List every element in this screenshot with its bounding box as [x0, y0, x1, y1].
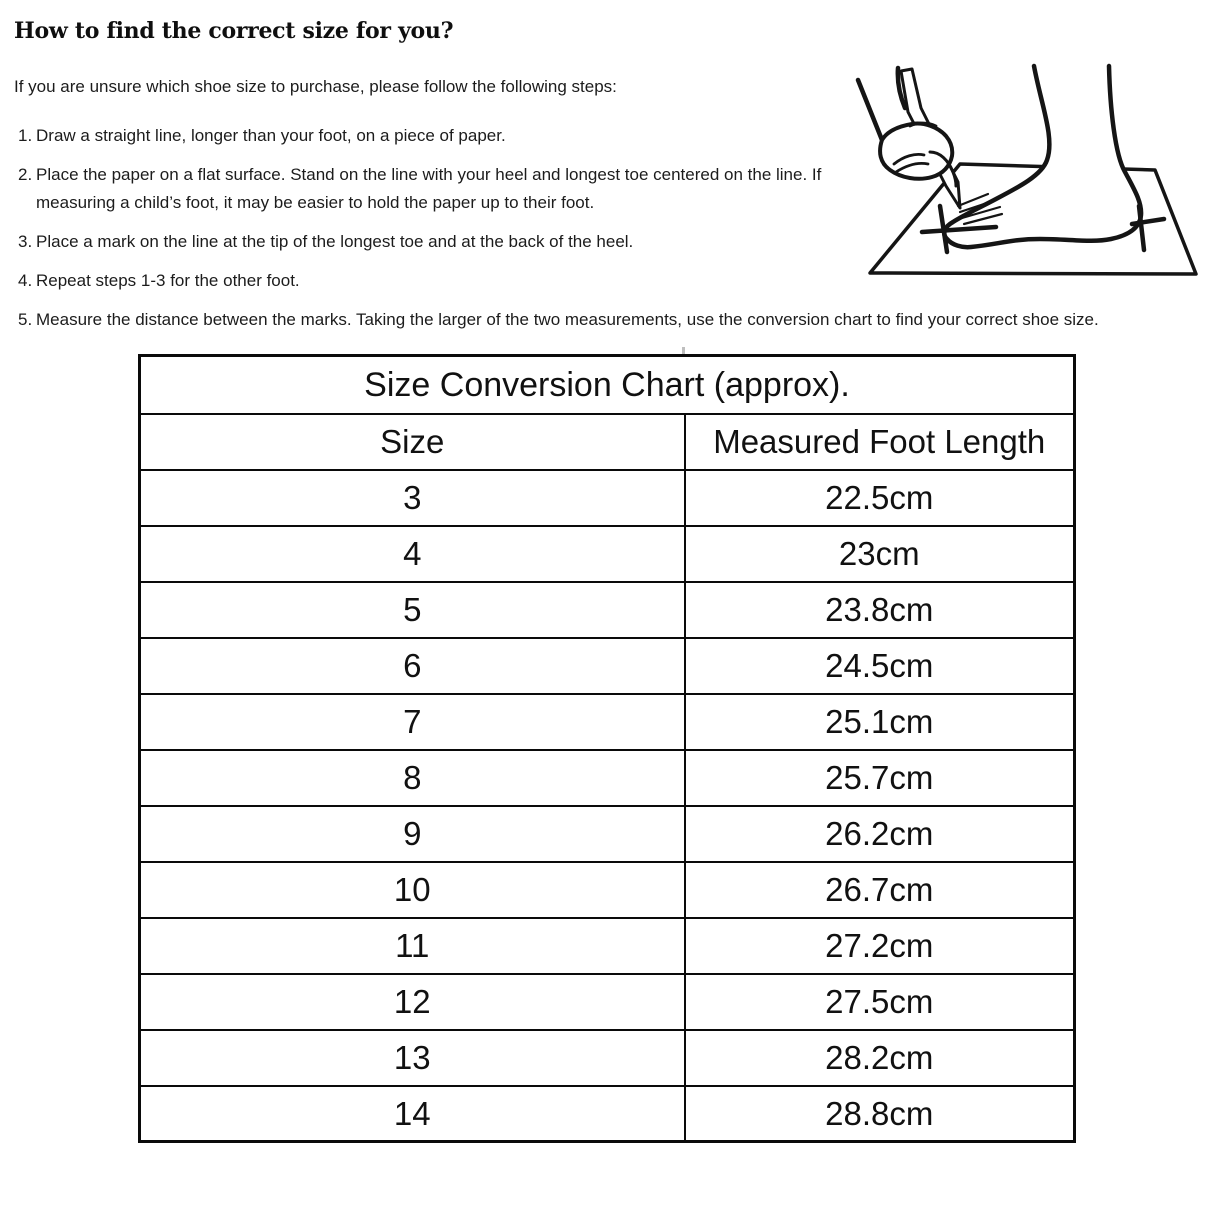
table-row [140, 974, 1075, 1030]
foot-on-paper-drawing-icon [848, 60, 1200, 296]
length-cell: 24.5cm [685, 638, 1075, 694]
step-number: 4. [18, 271, 33, 291]
step-text: Repeat steps 1-3 for the other foot. [36, 271, 300, 291]
size-cell: 11 [140, 918, 685, 974]
table-row [140, 582, 1075, 638]
size-cell: 8 [140, 750, 685, 806]
length-cell: 22.5cm [685, 470, 1075, 526]
table-row [140, 1086, 1075, 1142]
table-row [140, 1030, 1075, 1086]
size-cell: 14 [140, 1086, 685, 1142]
size-chart [138, 354, 1076, 1143]
table-row [140, 806, 1075, 862]
length-cell: 23.8cm [685, 582, 1075, 638]
step-text: Draw a straight line, longer than your foot, on a piece of paper. [36, 126, 506, 146]
length-cell: 25.1cm [685, 694, 1075, 750]
size-cell: 10 [140, 862, 685, 918]
intro-text: If you are unsure which shoe size to purchase, please follow the following steps: [14, 76, 617, 96]
size-cell: 3 [140, 470, 685, 526]
column-divider-artifact [682, 347, 685, 354]
table-row [140, 526, 1075, 582]
length-cell: 23cm [685, 526, 1075, 582]
size-column-header: Size [140, 414, 685, 470]
length-cell: 27.5cm [685, 974, 1075, 1030]
step-text: Place a mark on the line at the tip of the longest toe and at the back of the heel. [36, 232, 634, 252]
foot-outline [944, 66, 1141, 247]
length-cell: 26.7cm [685, 862, 1075, 918]
step-item [14, 267, 834, 295]
step-text: Measure the distance between the marks. Taking the larger of the two measurements, use the conversion chart to find your correct shoe size. [36, 310, 1099, 330]
table-row [140, 918, 1075, 974]
table-row [140, 694, 1075, 750]
table-row [140, 750, 1075, 806]
size-cell: 13 [140, 1030, 685, 1086]
size-cell: 5 [140, 582, 685, 638]
size-cell: 6 [140, 638, 685, 694]
length-cell: 25.7cm [685, 750, 1075, 806]
length-cell: 26.2cm [685, 806, 1075, 862]
table-header-row [140, 414, 1075, 470]
length-cell: 28.2cm [685, 1030, 1075, 1086]
size-rows [140, 470, 1075, 1142]
length-column-header: Measured Foot Length [685, 414, 1075, 470]
table-row [140, 862, 1075, 918]
step-number: 2. [18, 165, 33, 185]
page-title: How to find the correct size for you? [14, 18, 454, 44]
size-cell: 7 [140, 694, 685, 750]
step-number: 5. [18, 310, 33, 330]
size-conversion-table [138, 354, 1076, 1143]
size-cell: 12 [140, 974, 685, 1030]
table-row [140, 638, 1075, 694]
step-number: 3. [18, 232, 33, 252]
hand-palm [880, 123, 952, 178]
table-row [140, 470, 1075, 526]
size-cell: 4 [140, 526, 685, 582]
step-item [14, 306, 1200, 334]
size-cell: 9 [140, 806, 685, 862]
table-title-row [140, 356, 1075, 414]
table-title: Size Conversion Chart (approx). [140, 356, 1075, 414]
foot-measuring-illustration [848, 60, 1200, 296]
step-text: Place the paper on a flat surface. Stand on the line with your heel and longest toe centered on the line. If measuring a child’s foot, it may be easier to hold the paper up to their foot. [36, 165, 822, 213]
step-item [14, 122, 834, 150]
length-cell: 27.2cm [685, 918, 1075, 974]
step-item [14, 228, 834, 256]
step-number: 1. [18, 126, 33, 146]
length-cell: 28.8cm [685, 1086, 1075, 1142]
step-item [14, 161, 834, 217]
